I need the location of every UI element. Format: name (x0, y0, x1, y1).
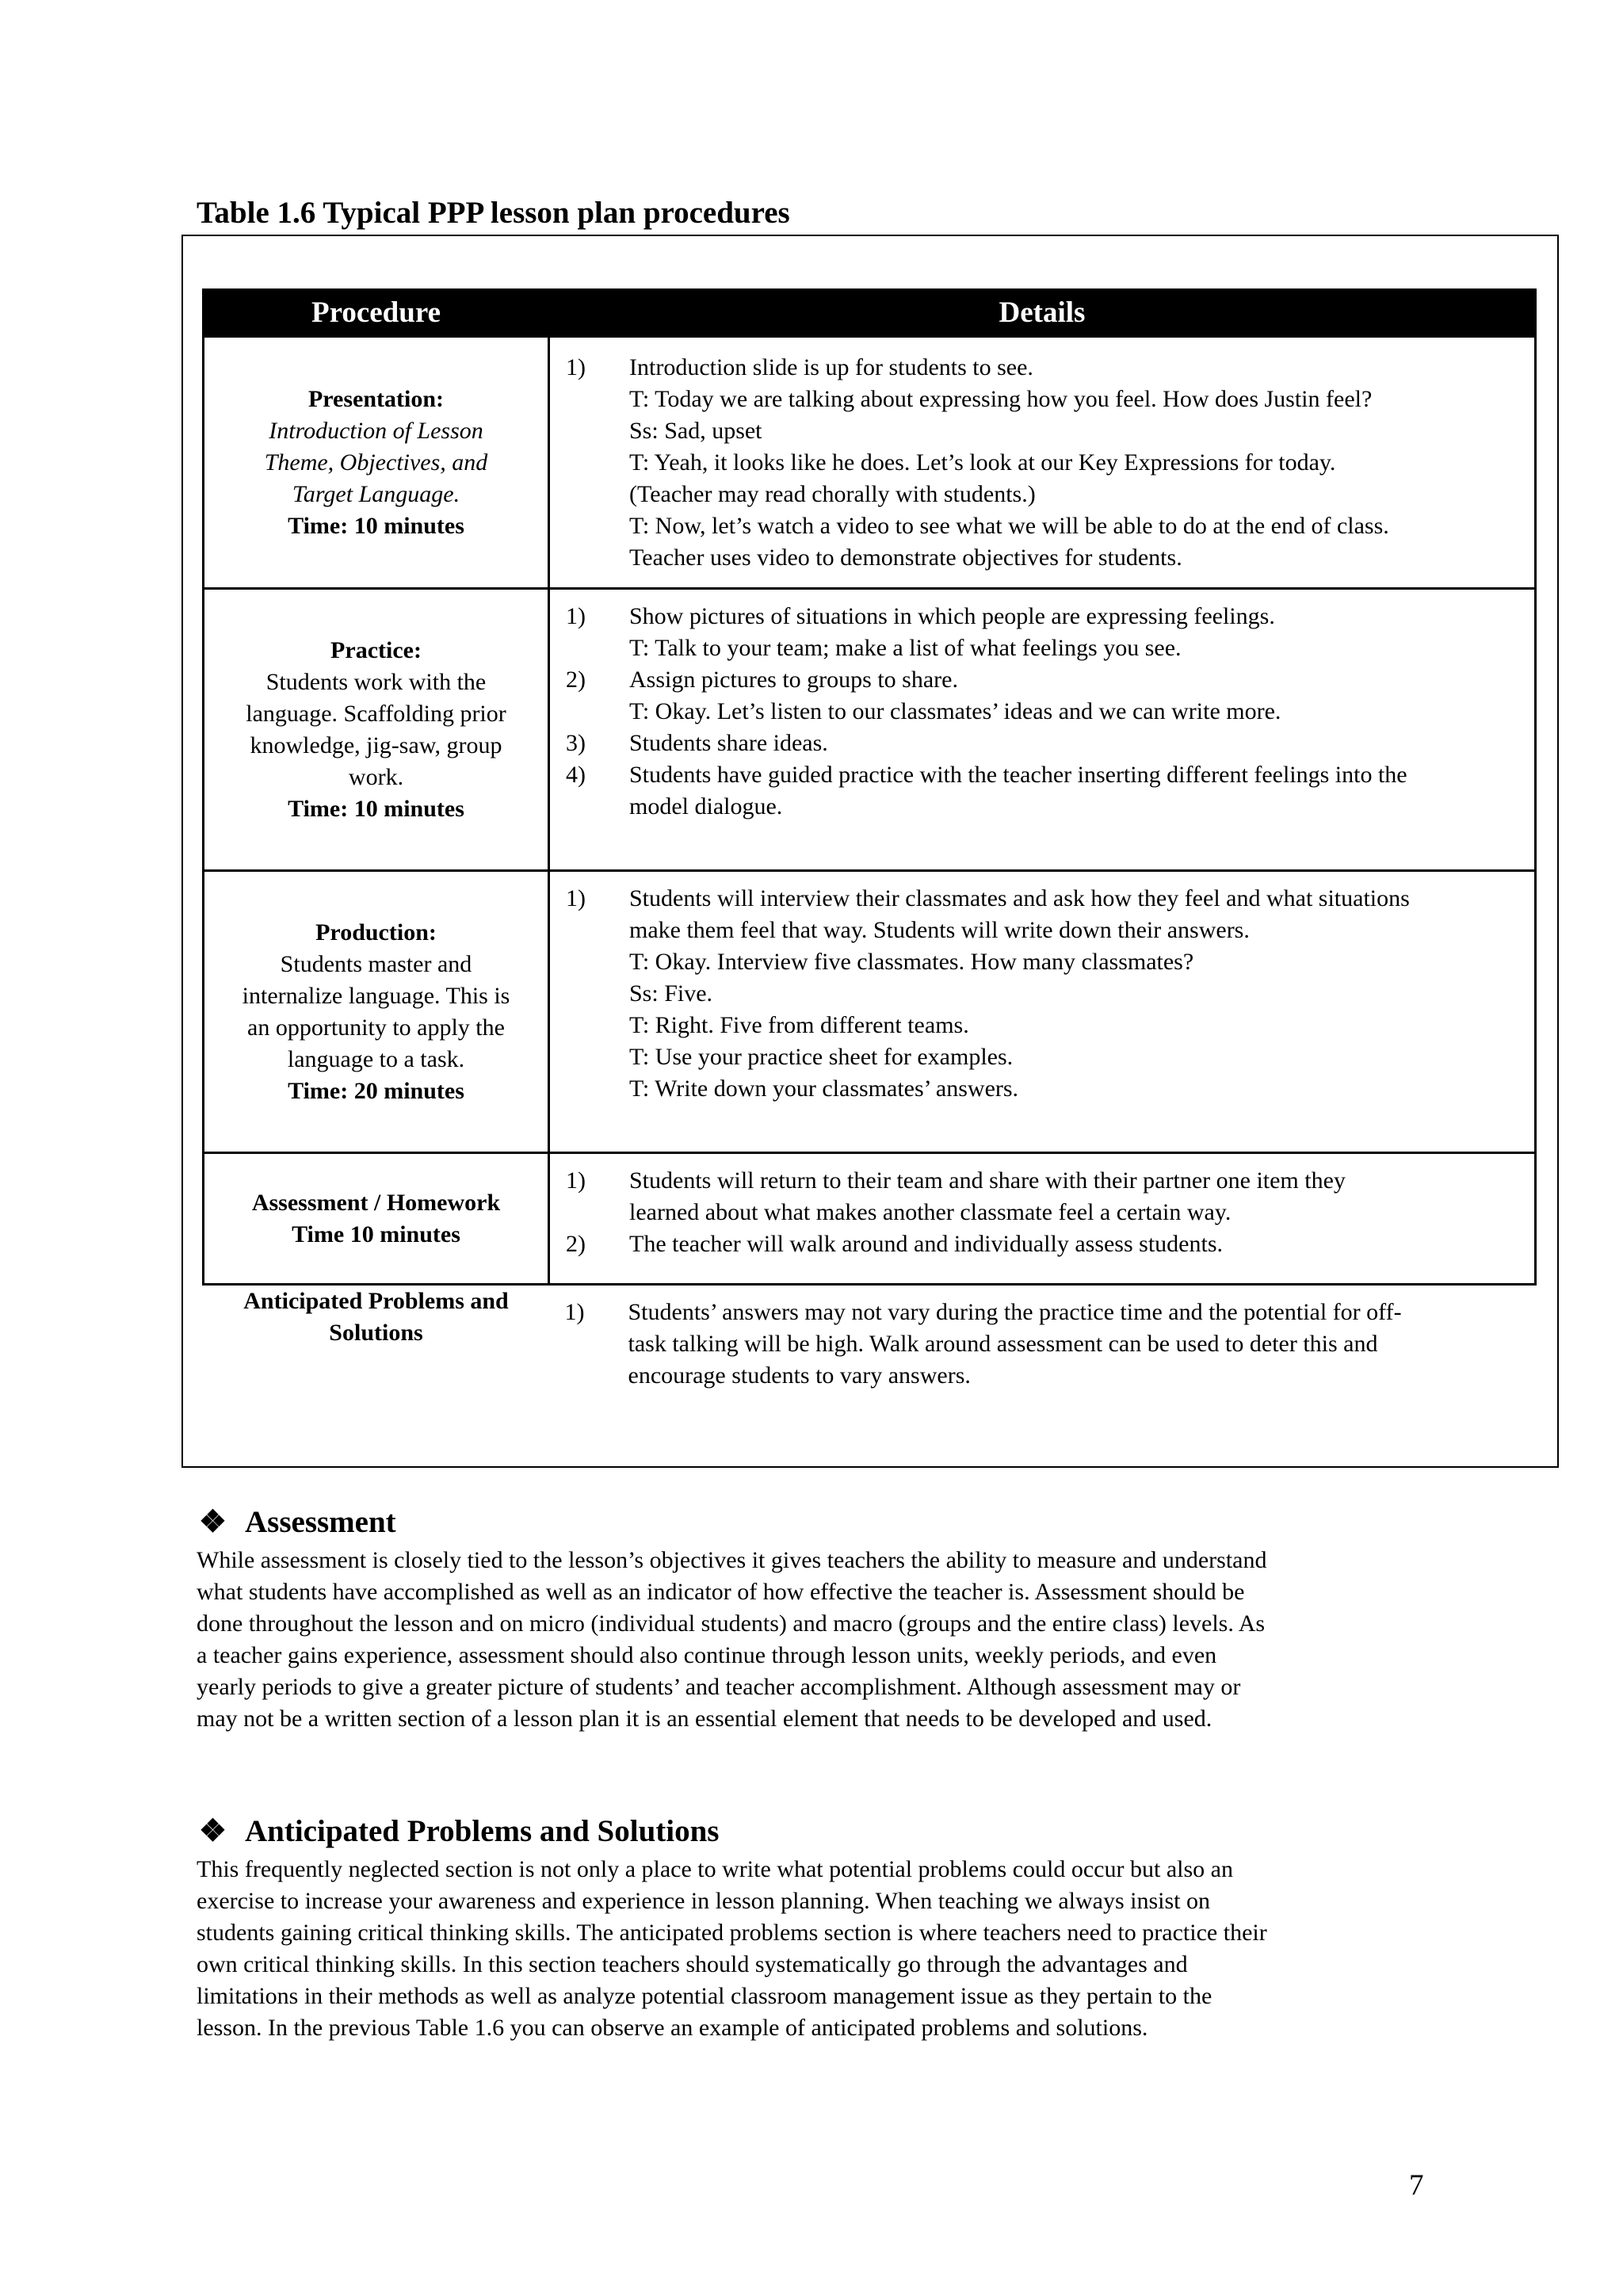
diamond-bullet-icon: ❖ (199, 1505, 227, 1539)
details-cell (549, 1153, 1536, 1285)
procedure-time: Solutions (329, 1320, 423, 1346)
list-item (566, 883, 1518, 1105)
procedure-description: language. Scaffolding prior (246, 700, 506, 727)
list-item-line: T: Use your practice sheet for examples. (629, 1044, 1014, 1070)
procedure-description: language to a task. (287, 1045, 465, 1072)
list-item-line: Ss: Sad, upset (629, 418, 762, 444)
list-item-number: 4) (566, 762, 586, 788)
details-list (566, 601, 1518, 823)
list-item-line: T: Okay. Interview five classmates. How many classmates? (629, 949, 1194, 975)
procedure-description: work. (348, 763, 404, 790)
list-item-line: encourage students to vary answers. (628, 1362, 971, 1389)
list-item-line: Show pictures of situations in which people are expressing feelings. (629, 603, 1275, 629)
list-item (566, 759, 1518, 823)
paragraph-line: a teacher gains experience, assessment should also continue through lesson units, weekly periods, and even (197, 1642, 1217, 1668)
list-item-line: Students’ answers may not vary during the practice time and the potential for off- (628, 1299, 1402, 1325)
procedure-description: Introduction of Lesson (269, 417, 483, 444)
table-caption: Table 1.6 Typical PPP lesson plan procedures (197, 196, 790, 230)
list-item-line: T: Talk to your team; make a list of what feelings you see. (629, 635, 1182, 661)
list-item-number: 2) (566, 667, 586, 693)
list-item-number: 1) (566, 603, 586, 629)
procedure-description: Students work with the (265, 668, 487, 695)
section-heading-text: Assessment (245, 1505, 396, 1539)
header-procedure: Procedure (204, 290, 549, 337)
table-row (204, 871, 1536, 1153)
list-item-line: Introduction slide is up for students to see. (629, 354, 1033, 380)
list-item (566, 728, 1518, 759)
paragraph-line: exercise to increase your awareness and experience in lesson planning. When teaching we always insist on (197, 1888, 1210, 1914)
procedure-title: Production: (315, 919, 437, 946)
list-item-line: Students will return to their team and share with their partner one item they (629, 1167, 1346, 1194)
paragraph-line: yearly periods to give a greater picture of students’ and teacher accomplishment. Although assessment may or (197, 1674, 1241, 1700)
table-row (204, 1285, 1536, 1419)
paragraph-line: may not be a written section of a lesson plan it is an essential element that needs to be developed and used. (197, 1706, 1212, 1732)
list-item-line: T: Okay. Let’s listen to our classmates’ ideas and we can write more. (629, 698, 1281, 724)
paragraph-line: limitations in their methods as well as analyze potential classroom management issue as they pertain to the (197, 1983, 1212, 2009)
list-item-line: T: Write down your classmates’ answers. (629, 1075, 1019, 1102)
procedure-time: Time 10 minutes (292, 1221, 460, 1247)
section-heading-anticipated-problems (199, 1813, 719, 1849)
list-item-line: task talking will be high. Walk around assessment can be used to deter this and (628, 1331, 1378, 1357)
table-row (204, 1153, 1536, 1285)
details-cell (549, 589, 1536, 871)
paragraph-line: own critical thinking skills. In this section teachers should systematically go through the advantages and (197, 1951, 1188, 1977)
list-item-line: T: Today we are talking about expressing how you feel. How does Justin feel? (629, 386, 1373, 412)
procedure-title: Presentation: (307, 385, 445, 412)
section-heading-assessment (199, 1504, 396, 1540)
list-item-line: T: Yeah, it looks like he does. Let’s look at our Key Expressions for today. (629, 449, 1336, 476)
list-item-line: The teacher will walk around and individually assess students. (629, 1231, 1223, 1257)
list-item-line: Students have guided practice with the teacher inserting different feelings into the (629, 762, 1407, 788)
paragraph-line: what students have accomplished as well as an indicator of how effective the teacher is. Assessment should be (197, 1579, 1245, 1605)
list-item (566, 664, 1518, 728)
list-item-line: T: Right. Five from different teams. (629, 1012, 969, 1038)
paragraph-line: lesson. In the previous Table 1.6 you can observe an example of anticipated problems and solutions. (197, 2015, 1148, 2041)
list-item (566, 352, 1518, 574)
list-item-line: Teacher uses video to demonstrate objectives for students. (629, 544, 1182, 571)
section-heading-text: Anticipated Problems and Solutions (245, 1814, 720, 1848)
list-item (566, 1228, 1518, 1260)
list-item-line: make them feel that way. Students will write down their answers. (629, 917, 1250, 943)
table-row (204, 337, 1536, 589)
list-item (565, 1297, 1520, 1392)
lesson-plan-table (202, 288, 1537, 1419)
procedure-description: Target Language. (292, 480, 460, 507)
header-details: Details (549, 290, 1536, 337)
paragraph-line: students gaining critical thinking skills. The anticipated problems section is where teachers need to practice their (197, 1920, 1267, 1946)
procedure-description: Students master and (280, 950, 472, 977)
list-item-line: T: Now, let’s watch a video to see what we will be able to do at the end of class. (629, 513, 1389, 539)
list-item-number: 1) (566, 354, 586, 380)
diamond-bullet-icon: ❖ (199, 1814, 227, 1848)
list-item-line: model dialogue. (629, 793, 783, 819)
anticipated-problems-paragraph (197, 1854, 1449, 2044)
list-item (566, 601, 1518, 664)
list-item-line: learned about what makes another classmate feel a certain way. (629, 1199, 1232, 1225)
procedure-time: Time: 10 minutes (288, 795, 464, 822)
procedure-time: Time: 20 minutes (288, 1077, 464, 1104)
details-cell (549, 871, 1536, 1153)
procedure-description: an opportunity to apply the (247, 1014, 505, 1041)
procedure-time: Time: 10 minutes (288, 512, 464, 539)
list-item (566, 1165, 1518, 1228)
list-item-line: Students will interview their classmates and ask how they feel and what situations (629, 885, 1410, 911)
procedure-description: Theme, Objectives, and (264, 449, 488, 476)
details-list (565, 1297, 1520, 1392)
paragraph-line: While assessment is closely tied to the lesson’s objectives it gives teachers the ability to measure and understand (197, 1547, 1267, 1573)
procedure-cell (204, 337, 549, 589)
list-item-number: 2) (566, 1231, 586, 1257)
procedure-cell (204, 1153, 549, 1285)
list-item-line: Assign pictures to groups to share. (629, 667, 958, 693)
details-list (566, 352, 1518, 574)
list-item-number: 1) (566, 885, 586, 911)
details-cell (549, 1285, 1536, 1419)
list-item-line: (Teacher may read chorally with students.) (629, 481, 1036, 507)
table-row (204, 589, 1536, 871)
table-header-row (204, 290, 1536, 337)
procedure-cell (204, 589, 549, 871)
procedure-title: Assessment / Homework (251, 1189, 501, 1216)
paragraph-line: done throughout the lesson and on micro (individual students) and macro (groups and the entire class) levels. As (197, 1610, 1266, 1637)
list-item-number: 1) (566, 1167, 586, 1194)
list-item-number: 1) (564, 1299, 585, 1325)
page-number: 7 (1409, 2169, 1424, 2202)
procedure-description: knowledge, jig-saw, group (250, 732, 502, 758)
details-list (566, 883, 1518, 1105)
list-item-line: Students share ideas. (629, 730, 828, 756)
procedure-cell (204, 1285, 549, 1419)
list-item-line: Ss: Five. (629, 980, 713, 1007)
procedure-cell (204, 871, 549, 1153)
procedure-title: Practice: (330, 636, 422, 663)
assessment-paragraph (197, 1545, 1449, 1735)
procedure-description: internalize language. This is (242, 982, 510, 1009)
details-cell (549, 337, 1536, 589)
details-list (566, 1165, 1518, 1260)
procedure-title: Anticipated Problems and (243, 1288, 509, 1314)
list-item-number: 3) (566, 730, 586, 756)
paragraph-line: This frequently neglected section is not only a place to write what potential problems could occur but also an (197, 1856, 1233, 1882)
